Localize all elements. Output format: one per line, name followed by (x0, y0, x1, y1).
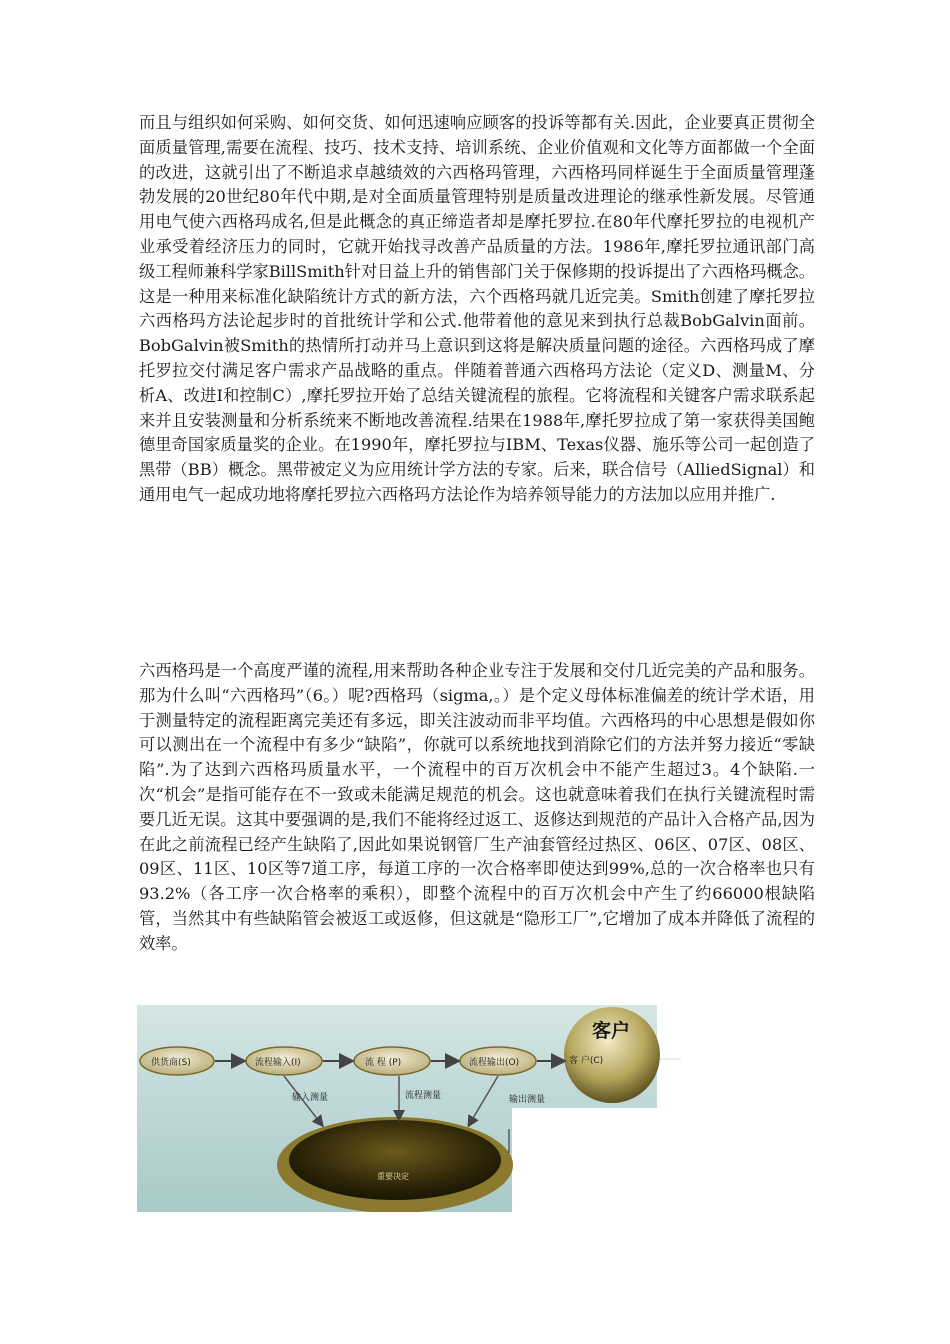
customer-label: 客户 (592, 1020, 631, 1042)
arrow-output-measure (469, 1076, 498, 1125)
paragraph-2: 六西格玛是一个高度严谨的流程,用来帮助各种企业专注于发展和交付几近完美的产品和服务。那为什么叫“六西格玛”（6。）呢?西格玛（sigma,。）是个定义母体标准偏差的统计学术语，用于测量特定的流程距离完美还有多远，即关注波动而非平均值。六西格玛的中心思想是假如你可以测出在一个流程中有多少“缺陷”，你就可以系统地找到消除它们的方法并努力接近“零缺陷”.为了达到六西格玛质量水平，一个流程中的百万次机会中不能产生超过3。4个缺陷.一次“机会”是指可能存在不一致或未能满足规范的机会。这也就意味着我们在执行关键流程时需要几近无误。这其中要强调的是,我们不能将经过返工、返修达到规范的产品计入合格产品,因为在此之前流程已经产生缺陷了,因此如果说钢管厂生产油套管经过热区、06区、07区、08区、09区、11区、10区等7道工序，每道工序的一次合格率即使达到99%,总的一次合格率也只有93.2%（各工序一次合格率的乘积），即整个流程中的百万次机会中产生了约66000根缺陷管，当然其中有些缺陷管会被返工或返修，但这就是“隐形工厂”,它增加了成本并降低了流程的效率。 (139, 661, 815, 953)
sipoc-diagram (137, 1005, 683, 1212)
node-input-label: 流程输入(I) (255, 1058, 301, 1068)
decision-bowl (289, 1120, 501, 1200)
diagram-svg (137, 1005, 683, 1212)
node-process-label: 流 程 (P) (365, 1058, 402, 1068)
output-measure-label: 输出测量 (509, 1095, 546, 1105)
decision-label: 重要决定 (377, 1172, 409, 1181)
customer-sub-label: 客 户(C) (569, 1056, 604, 1066)
input-measure-label: 输入测量 (292, 1093, 329, 1103)
process-measure-label: 流程测量 (405, 1091, 442, 1101)
node-output-label: 流程输出(O) (469, 1058, 520, 1068)
node-supplier-label: 供货商(S) (151, 1058, 191, 1068)
paragraph-1: 而且与组织如何采购、如何交货、如何迅速响应顾客的投诉等都有关.因此，企业要真正贯彻全面质量管理,需要在流程、技巧、技术支持、培训系统、企业价值观和文化等方面都做一个全面的改进，这就引出了不断追求卓越绩效的六西格玛管理，六西格玛同样诞生于全面质量管理蓬勃发展的20世纪80年代中期,是对全面质量管理特别是质量改进理论的继承性新发展。尽管通用电气使六西格玛成名,但是此概念的真正缔造者却是摩托罗拉.在80年代摩托罗拉的电视机产业承受着经济压力的同时，它就开始找寻改善产品质量的方法。1986年,摩托罗拉通讯部门高级工程师兼科学家BillSmith针对日益上升的销售部门关于保修期的投诉提出了六西格玛概念。这是一种用来标准化缺陷统计方式的新方法，六个西格玛就几近完美。Smith创建了摩托罗拉六西格玛方法论起步时的首批统计学和公式.他带着他的意见来到执行总裁BobGalvin面前。BobGalvin被Smith的热情所打动并马上意识到这将是解决质量问题的途径。六西格玛成了摩托罗拉交付满足客户需求产品战略的重点。伴随着普通六西格玛方法论（定义D、测量M、分析A、改进I和控制C）,摩托罗拉开始了总结关键流程的旅程。它将流程和关键客户需求联系起来并且安装测量和分析系统来不断地改善流程.结果在1988年,摩托罗拉成了第一家获得美国鲍德里奇国家质量奖的企业。在1990年，摩托罗拉与IBM、Texas仪器、施乐等公司一起创造了黑带（BB）概念。黑带被定义为应用统计学方法的专家。后来，联合信号（AlliedSignal）和通用电气一起成功地将摩托罗拉六西格玛方法论作为培养领导能力的方法加以应用并推广. (139, 113, 815, 504)
